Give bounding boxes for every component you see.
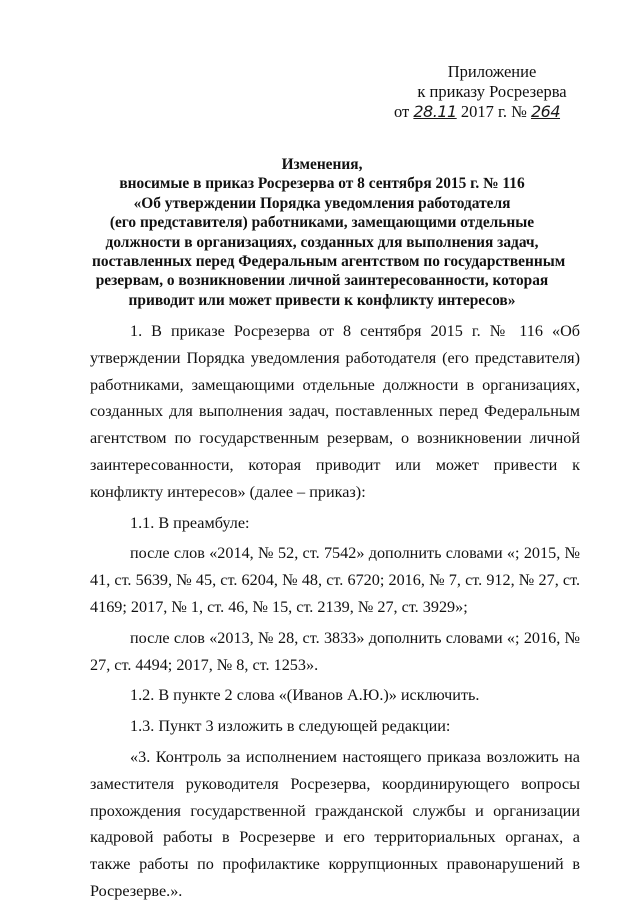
approval-date-line: [392, 102, 592, 122]
handwritten-date: 28.11: [413, 102, 457, 121]
title-line: Изменения,: [281, 156, 363, 173]
title-line: резервам, о возникновении личной заинтересованности, которая: [95, 272, 549, 290]
approval-heading: Приложение: [447, 62, 537, 81]
paragraph-1-1-a: после слов «2014, № 52, ст. 7542» дополнить словами «; 2015, № 41, ст. 5639, № 45, ст. 6204, № 48, ст. 6720; 2016, № 7, ст. 912, № 27, ст. 4169; 2017, № 1, ст. 46, № 15, ст. 2139, № 27, ст. 3929»;: [90, 544, 580, 616]
paragraph-1-3: 1.3. Пункт 3 изложить в следующей редакции:: [130, 717, 451, 736]
title-line: (его представителя) работниками, замещающими отдельные: [109, 214, 535, 232]
title-line: «Об утверждении Порядка уведомления работодателя: [133, 194, 511, 212]
paragraph-1-1: 1.1. В преамбуле:: [130, 513, 250, 532]
document-title: [92, 155, 566, 310]
paragraph-1: 1. В приказе Росрезерва от 8 сентября 2015 г. № 116 «Об утверждении Порядка уведомления работодателя (его представителя) работниками, замещающими отдельные должности в организациях, созданных для выполнения задач, поставленных перед Федеральным агентством по государственным резервам, о возникновении личной заинтересованности, которая приводит или может привести к конфликту интересов» (далее – приказ):: [90, 322, 580, 501]
handwritten-order-number: 264: [530, 102, 561, 121]
date-prefix: от: [394, 102, 410, 121]
approval-order-ref: к приказу Росрезерва: [417, 82, 567, 101]
paragraph-1-2: 1.2. В пункте 2 слова «(Иванов А.Ю.)» исключить.: [130, 686, 480, 705]
title-line: приводит или может привести к конфликту интересов»: [128, 291, 516, 309]
title-line: вносимые в приказ Росрезерва от 8 сентября 2015 г. № 116: [119, 175, 525, 193]
document-body: [90, 318, 580, 905]
date-year: 2017 г. №: [460, 102, 527, 121]
approval-block: [392, 62, 592, 122]
title-line: должности в организациях, созданных для выполнения задач,: [105, 233, 539, 251]
title-line: поставленных перед Федеральным агентством по государственным: [92, 253, 566, 271]
paragraph-1-3-text: «3. Контроль за исполнением настоящего приказа возложить на заместителя руководителя Росрезерва, координирующего вопросы прохождения государственной гражданской службы и организации кадровой работы в Росрезерве и его территориальных органах, а также работы по профилактике коррупционных правонарушений в Росрезерве.».: [90, 747, 580, 900]
paragraph-1-1-b: после слов «2013, № 28, ст. 3833» дополнить словами «; 2016, № 27, ст. 4494; 2017, № 8, ст. 1253».: [90, 628, 580, 674]
